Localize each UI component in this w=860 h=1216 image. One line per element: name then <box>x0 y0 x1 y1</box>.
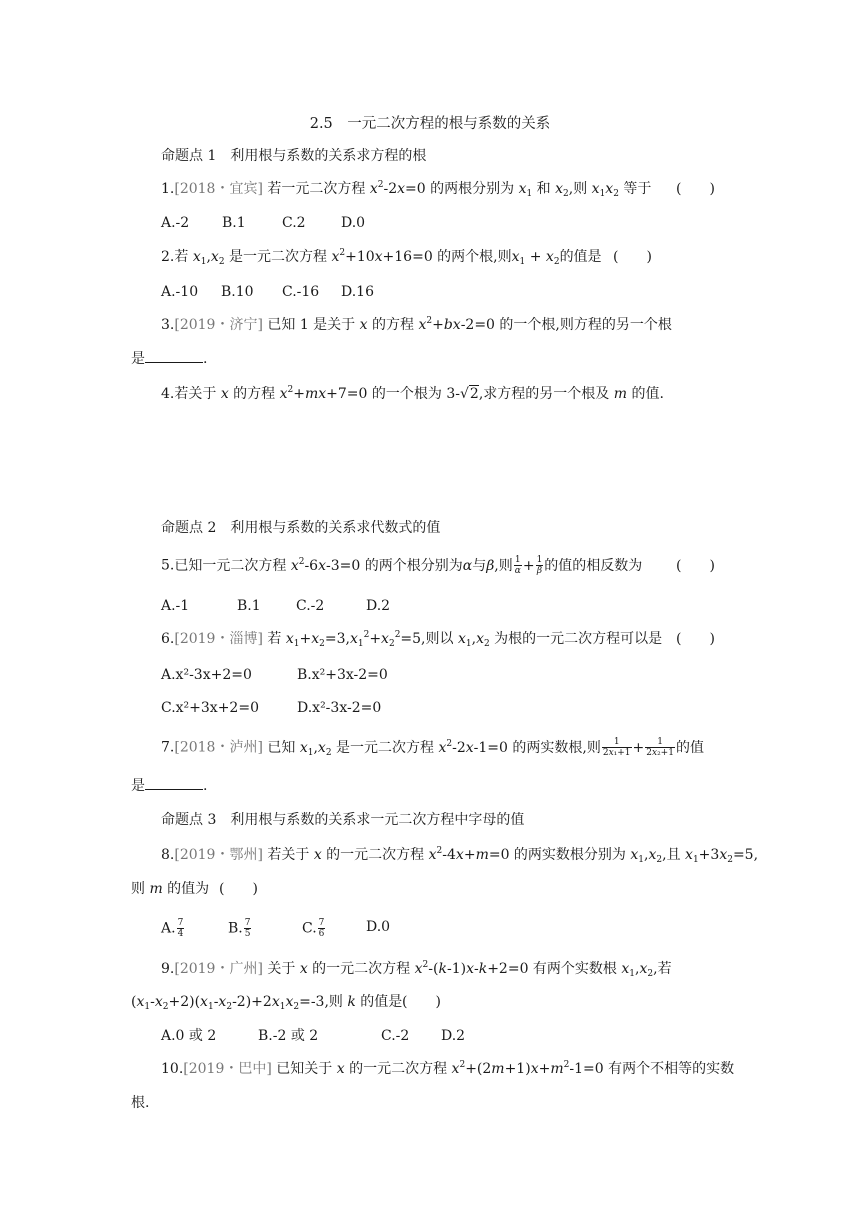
option-c: C.-16 <box>282 284 320 300</box>
source-tag: [2019・济宁] <box>174 317 263 333</box>
option-d: D.2 <box>441 1028 466 1044</box>
option-a: A. $\frac{7}{4}$ <box>161 918 184 939</box>
question-text: 若关于 x 的方程 $x^2+mx+7=0$ 的一个根为 3-√2,求方程的另一个根及 m 的值. <box>174 385 664 402</box>
question-5 <box>161 555 642 576</box>
answer-blank <box>145 350 203 363</box>
option-a: A.-2 <box>161 215 190 231</box>
question-9 <box>161 960 672 978</box>
option-c: C.2 <box>282 215 306 231</box>
question-text: 已知 $x_1,x_2$ 是一元二次方程 $x^2-2x-1=0$ 的两实数根,则 $\frac{1}{\text{2x₁+1}}$ + $\frac{1}{\text{2x₂+1}}$ 的值 <box>267 737 704 758</box>
option-b: B.10 <box>221 284 254 300</box>
answer-paren: ( ) <box>676 181 715 197</box>
question-number: 8. <box>161 847 175 863</box>
source-tag: [2019・巴中] <box>183 1061 272 1077</box>
option-d: D.x²-3x-2=0 <box>297 700 382 716</box>
question-8 <box>161 846 758 864</box>
section-heading-2: 命题点 2 利用根与系数的关系求代数式的值 <box>161 520 441 536</box>
question-2 <box>161 248 602 266</box>
option-a: A.-1 <box>161 598 190 614</box>
question-number: 1. <box>161 181 175 197</box>
source-tag: [2018・泸州] <box>174 739 263 756</box>
option-b: B.x²+3x-2=0 <box>297 667 388 683</box>
question-text: 若一元二次方程 $x^2-2x=0$ 的两根分别为 $x_1$ 和 $x_2$,则 $x_1x_2$ 等于 <box>267 180 652 199</box>
question-text: 关于 x 的一元二次方程 $x^2-(k-1)x-k+2=0$ 有两个实数根 $x_1,x_2$,若 <box>267 960 672 979</box>
question-text: 若 $x_1+x_2=3,x_1^2+x_2^2=5$,则以 $x_1,x_2$ 为根的一元二次方程可以是 <box>267 630 663 649</box>
question-text: 已知一元二次方程 $x^2-6x-3=0$ 的两个根分别为α与β,则 $\frac{1}{\alpha}$ + $\frac{1}{\beta}$ 的值的相反数为 <box>174 555 643 576</box>
question-7 <box>161 737 704 758</box>
question-8-continued: 则 m 的值为 <box>131 881 210 897</box>
option-c: C.x²+3x+2=0 <box>161 700 259 716</box>
question-3-continued: 是 . <box>131 351 208 367</box>
option-a: A.-10 <box>161 284 199 300</box>
question-text: 已知 1 是关于 x 的方程 $x^2+bx-2=0$ 的一个根,则方程的另一个根 <box>267 316 672 333</box>
answer-paren: ( ) <box>676 631 715 647</box>
option-b: B.1 <box>237 598 261 614</box>
question-number: 9. <box>161 961 175 977</box>
source-tag: [2019・鄂州] <box>174 847 263 863</box>
question-1 <box>161 180 651 198</box>
option-d: D.0 <box>366 919 391 935</box>
source-tag: [2019・淄博] <box>174 631 263 647</box>
answer-blank <box>145 777 203 790</box>
page-title: 2.5 一元二次方程的根与系数的关系 <box>309 116 551 132</box>
option-a: A.0 或 2 <box>161 1028 217 1044</box>
option-d: D.16 <box>341 284 374 300</box>
source-tag: [2019・广州] <box>174 961 263 977</box>
section-heading-3: 命题点 3 利用根与系数的关系求一元二次方程中字母的值 <box>161 812 525 828</box>
option-b: B. $\frac{7}{5}$ <box>228 918 251 939</box>
question-number: 7. <box>161 739 175 756</box>
question-number: 4. <box>161 386 175 402</box>
option-d: D.2 <box>366 598 391 614</box>
option-c: C.-2 <box>296 598 325 614</box>
question-text: 若 $x_1,x_2$ 是一元二次方程 $x^2+10x+16=0$ 的两个根,则$x_1 + x_2$的值是 <box>174 248 602 267</box>
option-c: C.-2 <box>381 1028 410 1044</box>
question-number: 6. <box>161 631 175 647</box>
question-3 <box>161 316 672 334</box>
option-a: A.x²-3x+2=0 <box>161 667 252 683</box>
answer-paren: ( ) <box>676 558 715 574</box>
question-10 <box>161 1060 734 1078</box>
question-4 <box>161 385 664 403</box>
option-b: B.1 <box>222 215 246 231</box>
question-number: 3. <box>161 317 175 333</box>
option-c: C. $\frac{7}{6}$ <box>302 918 325 939</box>
source-tag: [2018・宜宾] <box>174 181 263 197</box>
option-b: B.-2 或 2 <box>258 1028 319 1044</box>
question-text: 已知关于 x 的一元二次方程 $x^2+(2m+1)x+m^2-1=0$ 有两个不相等的实数 <box>276 1060 735 1077</box>
question-7-continued: 是 . <box>131 778 208 794</box>
question-10-continued: 根. <box>131 1095 150 1111</box>
question-9-continued: $(x_1-x_2+2)(x_1-x_2-2)+2x_1x_2=-3$,则 k 的值是 <box>131 994 403 1012</box>
section-heading-1: 命题点 1 利用根与系数的关系求方程的根 <box>161 148 427 164</box>
question-number: 5. <box>161 557 175 574</box>
answer-paren: ( ) <box>613 249 652 265</box>
question-number: 10. <box>161 1061 184 1077</box>
question-number: 2. <box>161 249 175 265</box>
option-d: D.0 <box>341 215 366 231</box>
answer-paren: ( ) <box>219 881 258 897</box>
answer-paren: ( ) <box>402 994 441 1010</box>
question-text: 若关于 x 的一元二次方程 $x^2-4x+m=0$ 的两实数根分别为 $x_1,x_2$,且 $x_1+3x_2=5$, <box>267 846 759 865</box>
question-6 <box>161 630 662 648</box>
